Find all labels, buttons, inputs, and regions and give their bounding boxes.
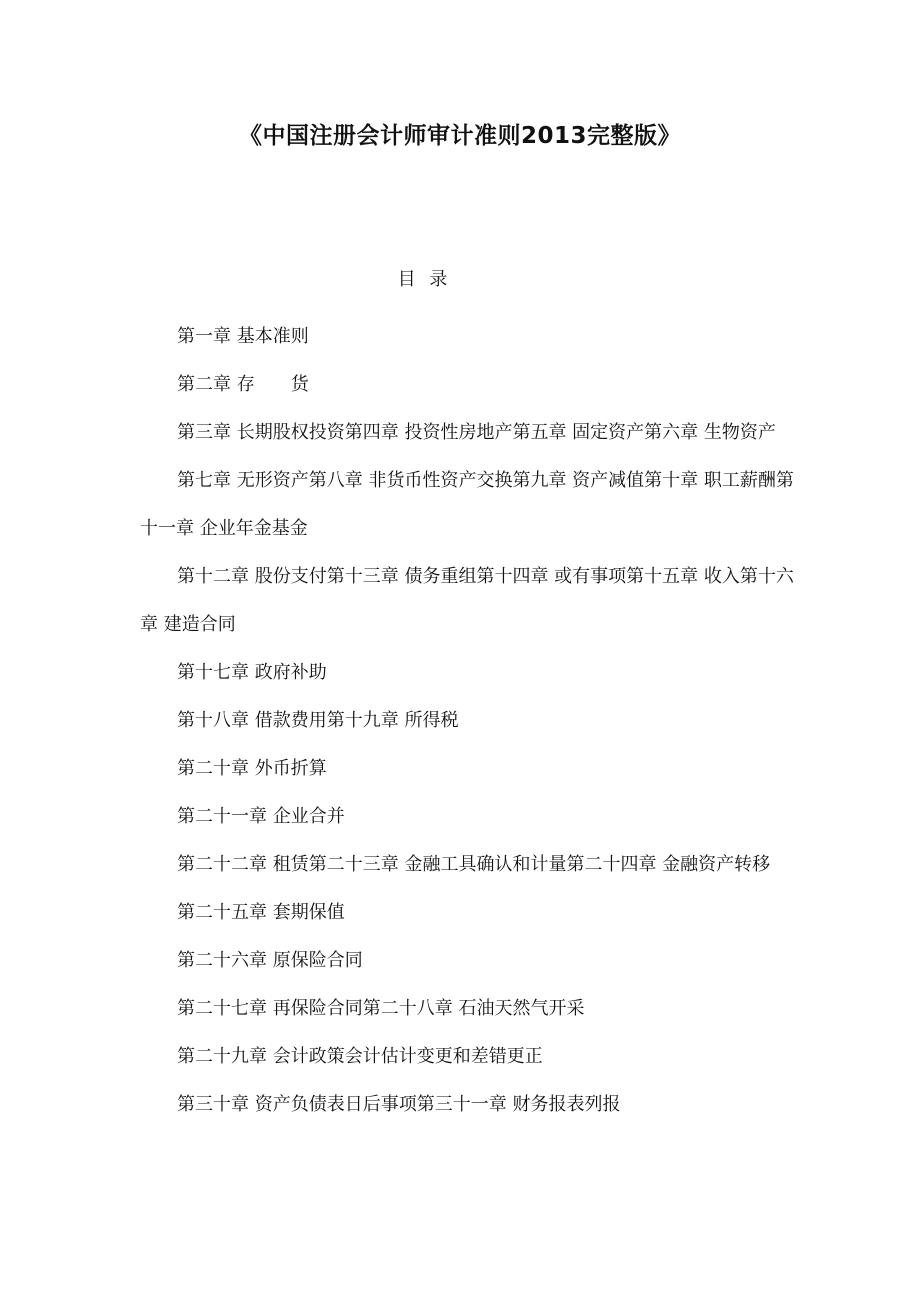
toc-item: 第二章 存 货 [177, 374, 309, 395]
document-title: 《中国注册会计师审计准则2013完整版》 [238, 123, 681, 149]
toc-item: 第二十七章 再保险合同第二十八章 石油天然气开采 [177, 998, 585, 1019]
toc-item: 第二十九章 会计政策会计估计变更和差错更正 [177, 1046, 543, 1067]
toc-heading: 目 录 [397, 269, 448, 290]
toc-item: 第三十章 资产负债表日后事项第三十一章 财务报表列报 [177, 1094, 621, 1115]
toc-item: 第二十二章 租赁第二十三章 金融工具确认和计量第二十四章 金融资产转移 [177, 854, 771, 875]
toc-item: 第二十一章 企业合并 [177, 806, 345, 827]
toc-item: 第十八章 借款费用第十九章 所得税 [177, 710, 459, 731]
toc-item: 第七章 无形资产第八章 非货币性资产交换第九章 资产减值第十章 职工薪酬第十一章 企业年金基金 [140, 470, 794, 539]
toc-item: 第十二章 股份支付第十三章 债务重组第十四章 或有事项第十五章 收入第十六章 建造合同 [140, 566, 794, 635]
toc-item: 第二十六章 原保险合同 [177, 950, 363, 971]
toc-item: 第一章 基本准则 [177, 326, 309, 347]
toc-item: 第二十五章 套期保值 [177, 902, 345, 923]
toc-item: 第十七章 政府补助 [177, 662, 327, 683]
toc-item: 第三章 长期股权投资第四章 投资性房地产第五章 固定资产第六章 生物资产 [177, 422, 776, 443]
toc-item: 第二十章 外币折算 [177, 758, 327, 779]
toc-list [140, 313, 795, 1129]
